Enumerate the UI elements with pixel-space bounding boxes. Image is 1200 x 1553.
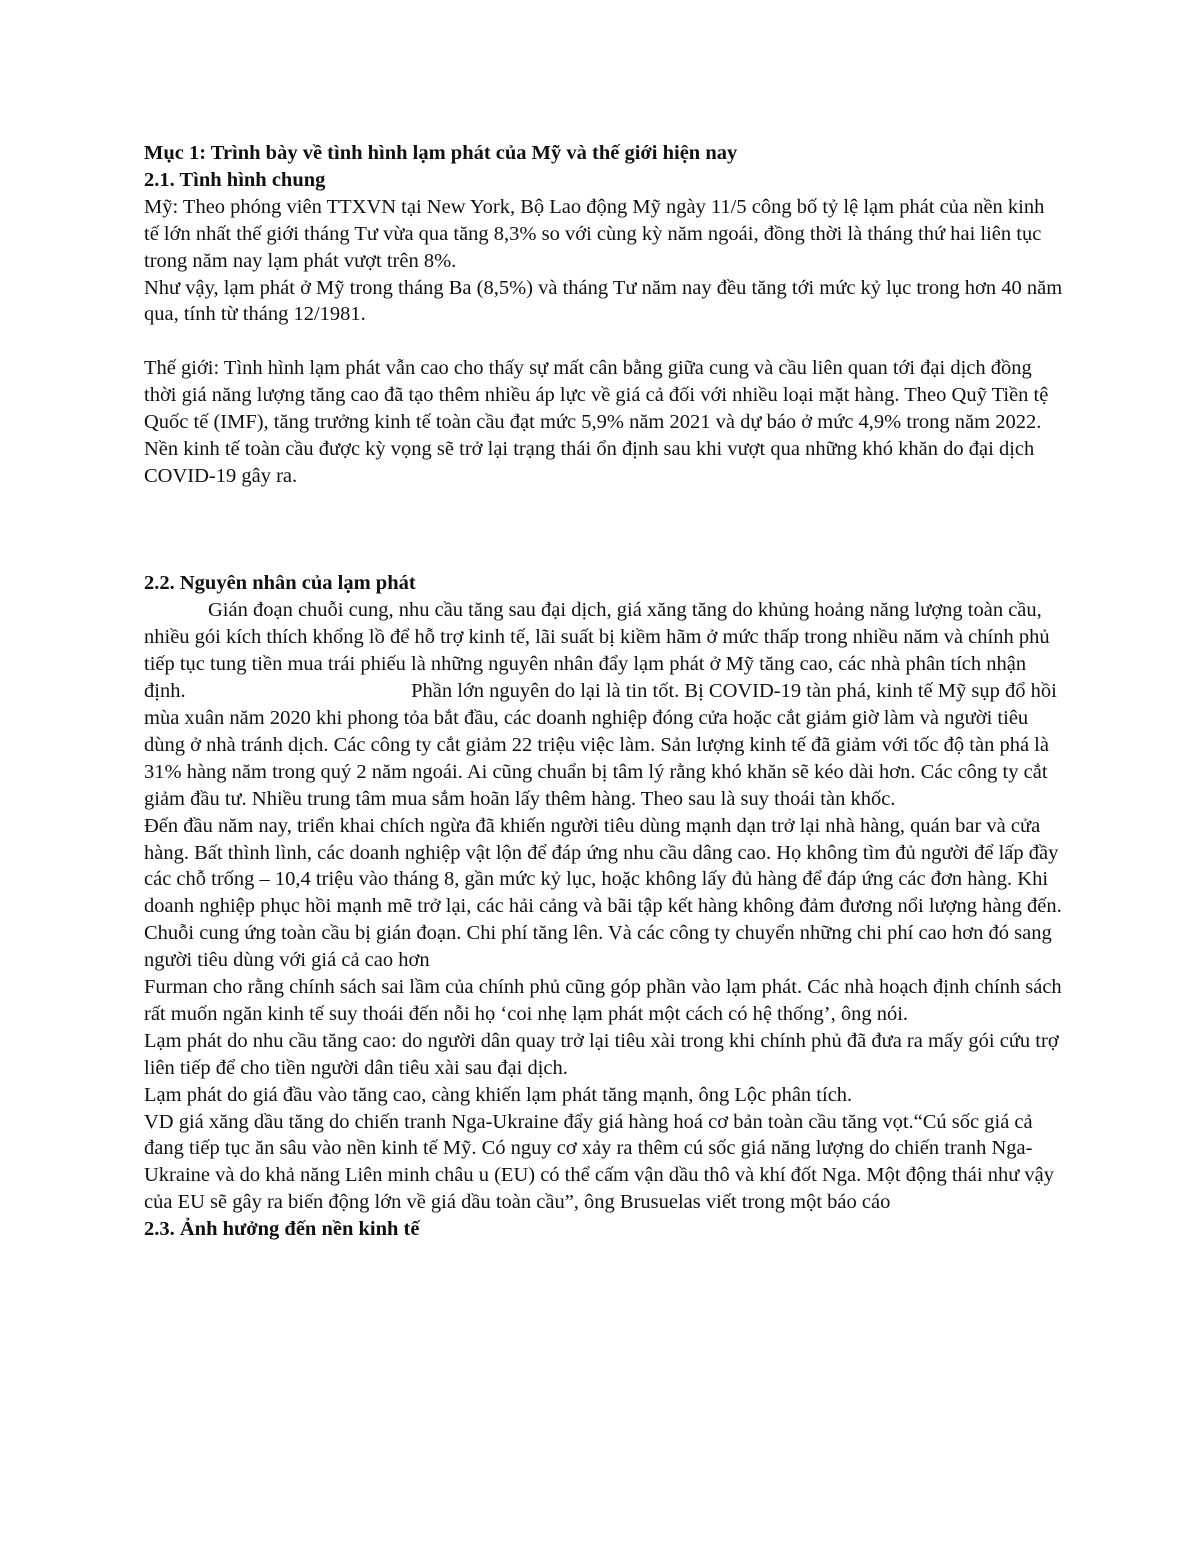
paragraph-causes-supply-chain: Gián đoạn chuỗi cung, nhu cầu tăng sau đại dịch, giá xăng tăng do khủng hoảng năng lượng toàn cầu, nhiều gói kích thích khổng lồ để hỗ trợ kinh tế, lãi suất bị kiềm hãm ở mức thấp trong nhiều năm và chính phủ tiếp tục tung tiền mua trái phiếu là những nguyên nhân đẩy lạm phát ở Mỹ tăng cao, các nhà phân tích nhận định. Phần lớn nguyên do lại là tin tốt. Bị COVID-19 tàn phá, kinh tế Mỹ sụp đổ hồi mùa xuân năm 2020 khi phong tỏa bắt đầu, các doanh nghiệp đóng cửa hoặc cắt giảm giờ làm và người tiêu dùng ở nhà tránh dịch. Các công ty cắt giảm 22 triệu việc làm. Sản lượng kinh tế đã giảm với tốc độ tàn phá là 31% hàng năm trong quý 2 năm ngoái. Ai cũng chuẩn bị tâm lý rằng khó khăn sẽ kéo dài hơn. Các công ty cắt giảm đầu tư. Nhiều trung tâm mua sắm hoãn lấy thêm hàng. Theo sau là suy thoái tàn khốc. (144, 599, 1062, 810)
paragraph-causes-input-prices: Lạm phát do giá đầu vào tăng cao, càng khiến lạm phát tăng mạnh, ông Lộc phân tích. (144, 1083, 853, 1106)
paragraph-world-inflation: Thế giới: Tình hình lạm phát vẫn cao cho thấy sự mất cân bằng giữa cung và cầu liên quan tới đại dịch đồng thời giá năng lượng tăng cao đã tạo thêm nhiều áp lực về giá cả đối với nhiều loại mặt hàng. Theo Quỹ Tiền tệ Quốc tế (IMF), tăng trưởng kinh tế toàn cầu đạt mức 5,9% năm 2021 và dự báo ở mức 4,9% trong năm 2022. Nền kinh tế toàn cầu được kỳ vọng sẽ trở lại trạng thái ổn định sau khi vượt qua những khó khăn do đại dịch COVID-19 gây ra. (144, 357, 1049, 487)
paragraph-causes-energy-shock: VD giá xăng dầu tăng do chiến tranh Nga-Ukraine đẩy giá hàng hoá cơ bản toàn cầu tăng vọt.“Cú sốc giá cả đang tiếp tục ăn sâu vào nền kinh tế Mỹ. Có nguy cơ xảy ra thêm cú sốc giá năng lượng do chiến tranh Nga-Ukraine và do khả năng Liên minh châu u (EU) có thể cấm vận dầu thô và khí đốt Nga. Một động thái như vậy của EU sẽ gây ra biến động lớn về giá dầu toàn cầu”, ông Brusuelas viết trong một báo cáo (144, 1110, 1055, 1214)
paragraph-us-inflation: Mỹ: Theo phóng viên TTXVN tại New York, Bộ Lao động Mỹ ngày 11/5 công bố tỷ lệ lạm phát của nền kinh tế lớn nhất thế giới tháng Tư vừa qua tăng 8,3% so với cùng kỳ năm ngoái, đồng thời là tháng thứ hai liên tục trong năm nay lạm phát vượt trên 8%. (144, 195, 1045, 272)
blank-line (144, 328, 1064, 355)
blank-lines (144, 490, 1064, 571)
subsection-heading-2-3: 2.3. Ảnh hưởng đến nền kinh tế (144, 1218, 420, 1241)
subsection-heading-2-1: 2.1. Tình hình chung (144, 168, 326, 191)
paragraph-us-record: Như vậy, lạm phát ở Mỹ trong tháng Ba (8,5%) và tháng Tư năm nay đều tăng tới mức kỷ lục trong hơn 40 năm qua, tính từ tháng 12/1981. (144, 276, 1063, 326)
document-page (144, 140, 1064, 1243)
paragraph-causes-demand: Lạm phát do nhu cầu tăng cao: do người dân quay trở lại tiêu xài trong khi chính phủ đã đưa ra mấy gói cứu trợ liên tiếp để cho tiền người dân tiêu xài sau đại dịch. (144, 1029, 1059, 1079)
paragraph-causes-policy: Furman cho rằng chính sách sai lầm của chính phủ cũng góp phần vào lạm phát. Các nhà hoạch định chính sách rất muốn ngăn kinh tế suy thoái đến nỗi họ ‘coi nhẹ lạm phát một cách có hệ thống’, ông nói. (144, 976, 1062, 1025)
paragraph-causes-reopening: Đến đầu năm nay, triển khai chích ngừa đã khiến người tiêu dùng mạnh dạn trở lại nhà hàng, quán bar và cửa hàng. Bất thình lình, các doanh nghiệp vật lộn để đáp ứng nhu cầu dâng cao. Họ không tìm đủ người để lấp đầy các chỗ trống – 10,4 triệu vào tháng 8, gần mức kỷ lục, hoặc không lấy đủ hàng để đáp ứng các đơn hàng. Khi doanh nghiệp phục hồi mạnh mẽ trở lại, các hải cảng và bãi tập kết hàng không đảm đương nổi lượng hàng đến. Chuỗi cung ứng toàn cầu bị gián đoạn. Chi phí tăng lên. Và các công ty chuyển những chi phí cao hơn đó sang người tiêu dùng với giá cả cao hơn (144, 814, 1062, 972)
section-heading-main: Mục 1: Trình bày về tình hình lạm phát của Mỹ và thế giới hiện nay (144, 142, 738, 164)
subsection-heading-2-2: 2.2. Nguyên nhân của lạm phát (144, 572, 416, 595)
